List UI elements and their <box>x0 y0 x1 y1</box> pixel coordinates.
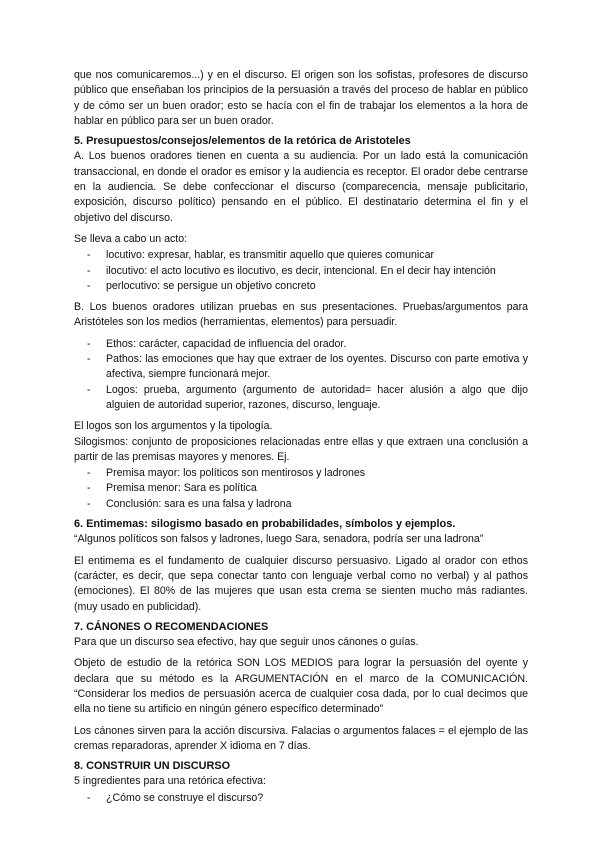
list-item <box>74 248 528 263</box>
bullet-dash: - <box>87 337 91 350</box>
list-item <box>74 264 528 279</box>
section-8-heading: 8. CONSTRUIR UN DISCURSO <box>74 760 231 773</box>
list-item-text: ilocutivo: el acto locutivo es ilocutivo, es decir, intencional. En el decir hay intención <box>106 264 496 277</box>
list-item <box>74 352 528 383</box>
list-item-text: locutivo: expresar, hablar, es transmitir aquello que quieres comunicar <box>106 249 434 262</box>
bullet-dash: - <box>87 279 91 292</box>
list-item-text: Premisa mayor: los políticos son mentirosos y ladrones <box>106 467 366 480</box>
list-item <box>74 383 528 414</box>
bullet-dash: - <box>87 467 91 480</box>
list-item <box>74 466 528 481</box>
section-7-objeto: Objeto de estudio de la retórica SON LOS MEDIOS para lograr la persuasión del oyente y declara que su método es la ARGUMENTACIÓN en el marco de la COMUNICACIÓN. “Considerar los medios de persuasión acerca de cualquier cosa dada, por lo cual decimos que ella no tiene su artificio en ningún género específico determinado” <box>74 657 528 716</box>
list-item-text: Logos: prueba, argumento (argumento de autoridad= hacer alusión a algo que dijo alguien de autoridad superior, razones, discurso, lenguaje. <box>106 383 528 411</box>
list-item <box>74 481 528 496</box>
bullet-dash: - <box>87 383 91 396</box>
list-item-text: perlocutivo: se persigue un objetivo concreto <box>106 279 316 292</box>
section-8-list <box>74 791 528 806</box>
section-6-quote: “Algunos políticos son falsos y ladrones, luego Sara, senadora, podría ser una ladrona” <box>74 533 484 546</box>
section-7-heading: 7. CÁNONES O RECOMENDACIONES <box>74 620 269 633</box>
bullet-dash: - <box>87 249 91 262</box>
list-item <box>74 279 528 294</box>
list-item-text: Pathos: las emociones que hay que extraer de los oyentes. Discurso con parte emotiva y afectiva, siempre funcionará mejor. <box>106 353 528 381</box>
bullet-dash: - <box>87 264 91 277</box>
list-item-text: Ethos: carácter, capacidad de influencia del orador. <box>106 337 347 350</box>
acto-list <box>74 248 528 294</box>
list-item <box>74 497 528 512</box>
list-item-text: ¿Cómo se construye el discurso? <box>106 791 264 804</box>
section-5-paragraph-a: A. Los buenos oradores tienen en cuenta a su audiencia. Por un lado está la comunicación transaccional, en donde el orador es emisor y la audiencia es receptor. El orador debe centrarse en la audiencia. Se debe confeccionar el discurso (comparecencia, mensaje publicitario, exposición, discurso político) pensando en el público. El destinatario determina el fin y el objetivo del discurso. <box>74 150 528 224</box>
bullet-dash: - <box>87 497 91 510</box>
bullet-dash: - <box>87 482 91 495</box>
logos-paragraph: El logos son los argumentos y la tipología. <box>74 420 273 433</box>
bullet-dash: - <box>87 353 91 366</box>
list-item-text: Conclusión: sara es una falsa y ladrona <box>106 497 292 510</box>
section-5-heading: 5. Presupuestos/consejos/elementos de la retórica de Aristoteles <box>74 135 411 148</box>
section-7-canones: Los cánones sirven para la acción discursiva. Falacias o argumentos falaces = el ejemplo de las cremas reparadoras, aprender X idioma en 7 días. <box>74 724 528 752</box>
bullet-dash: - <box>87 791 91 804</box>
list-item <box>74 337 528 352</box>
silogismos-paragraph: Silogismos: conjunto de proposiciones relacionadas entre ellas y que extraen una conclusión a partir de las premisas mayores y menores. Ej. <box>74 435 528 463</box>
list-item-text: Premisa menor: Sara es política <box>106 482 257 495</box>
section-8-intro: 5 ingredientes para una retórica efectiva: <box>74 775 266 788</box>
section-6-paragraph: El entimema es el fundamento de cualquier discurso persuasivo. Ligado al orador con ethos (carácter, es decir, que sepa conectar tanto con lenguaje verbal como no verbal) y al pathos (emociones). El 80% de las mujeres que usan esta crema se sienten mucho más radiantes. (muy usado en publicidad). <box>74 554 528 613</box>
section-5-paragraph-b: B. Los buenos oradores utilizan pruebas en sus presentaciones. Pruebas/argumentos para Aristóteles son los medios (herramientas, elementos) para persuadir. <box>74 301 528 329</box>
section-6-heading: 6. Entimemas: silogismo basado en probabilidades, símbolos y ejemplos. <box>74 518 456 531</box>
intro-paragraph: que nos comunicaremos...) y en el discurso. El origen son los sofistas, profesores de discurso público que enseñaban los principios de la persuasión a través del proceso de hablar en público y de cómo ser un buen orador; esto se hacía con el fin de trabajar los elementos a la hora de hablar en público para ser un buen orador. <box>74 69 528 127</box>
list-item <box>74 791 528 806</box>
acto-intro: Se lleva a cabo un acto: <box>74 232 188 245</box>
premisas-list <box>74 466 528 512</box>
section-7-intro: Para que un discurso sea efectivo, hay que seguir unos cánones o guías. <box>74 636 419 649</box>
pruebas-list <box>74 337 528 413</box>
